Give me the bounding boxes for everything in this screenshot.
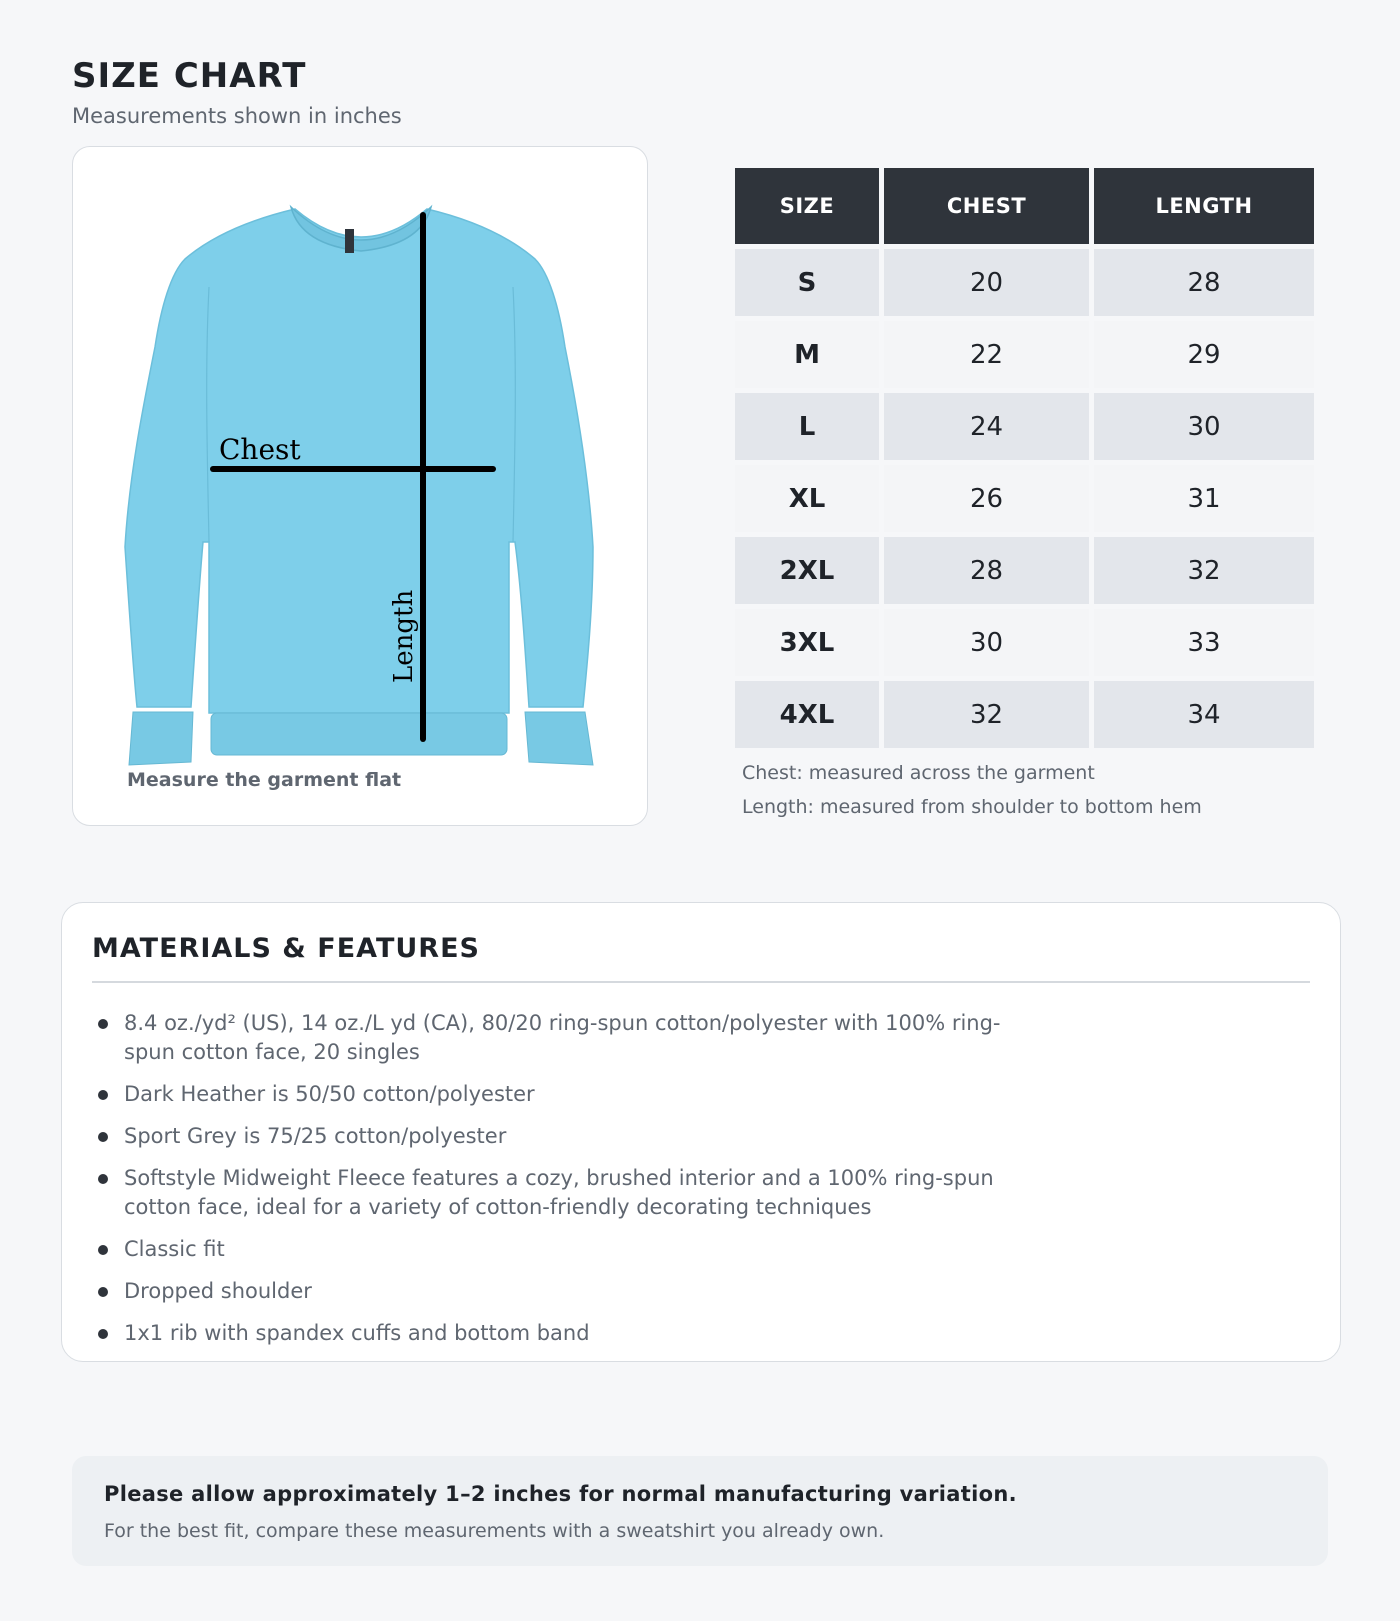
- chest-cell: 32: [884, 681, 1089, 748]
- table-row: [735, 393, 1314, 460]
- bullet-icon: [98, 1287, 108, 1297]
- size-cell: L: [735, 393, 879, 460]
- length-note: Length: measured from shoulder to bottom hem: [742, 796, 1202, 818]
- size-cell: 2XL: [735, 537, 879, 604]
- table-row: [735, 681, 1314, 748]
- features-list: [92, 1009, 1012, 1361]
- garment-illustration-card: [72, 146, 648, 826]
- feature-text: Sport Grey is 75/25 cotton/polyester: [124, 1124, 507, 1148]
- list-item: [92, 1122, 1012, 1151]
- table-row: [735, 321, 1314, 388]
- list-item: [92, 1164, 1012, 1222]
- list-item: [92, 1009, 1012, 1067]
- column-header-length: LENGTH: [1094, 168, 1314, 244]
- feature-text: 1x1 rib with spandex cuffs and bottom band: [124, 1321, 590, 1345]
- left-cuff: [129, 712, 193, 765]
- sweatshirt-body: [125, 209, 593, 713]
- disclaimer-main: Please allow approximately 1–2 inches for normal manufacturing variation.: [104, 1482, 1017, 1506]
- disclaimer-sub: For the best fit, compare these measurements with a sweatshirt you already own.: [104, 1520, 885, 1542]
- bullet-icon: [98, 1132, 108, 1142]
- chest-cell: 20: [884, 249, 1089, 316]
- bullet-icon: [98, 1090, 108, 1100]
- length-cell: 33: [1094, 609, 1314, 676]
- right-cuff: [525, 712, 593, 765]
- sweatshirt-illustration: [73, 147, 649, 827]
- table-row: [735, 609, 1314, 676]
- waistband: [211, 713, 507, 755]
- table-row: [735, 465, 1314, 532]
- chest-cell: 30: [884, 609, 1089, 676]
- column-header-size: SIZE: [735, 168, 879, 244]
- feature-text: 8.4 oz./yd² (US), 14 oz./L yd (CA), 80/20 ring-spun cotton/polyester with 100% ring-spun cotton face, 20 singles: [124, 1011, 1001, 1064]
- feature-text: Dropped shoulder: [124, 1279, 312, 1303]
- bullet-icon: [98, 1329, 108, 1339]
- size-cell: XL: [735, 465, 879, 532]
- measurement-notes: [742, 762, 1202, 830]
- size-table: [730, 163, 1319, 753]
- column-header-chest: CHEST: [884, 168, 1089, 244]
- feature-text: Classic fit: [124, 1237, 225, 1261]
- table-row: [735, 537, 1314, 604]
- table-header-row: [735, 168, 1314, 244]
- feature-text: Softstyle Midweight Fleece features a cozy, brushed interior and a 100% ring-spun cotton face, ideal for a variety of cotton-friendly decorating techniques: [124, 1166, 994, 1219]
- chest-cell: 24: [884, 393, 1089, 460]
- size-cell: M: [735, 321, 879, 388]
- chest-cell: 28: [884, 537, 1089, 604]
- fit-disclaimer-box: [72, 1456, 1328, 1566]
- length-cell: 28: [1094, 249, 1314, 316]
- illustration-caption: Measure the garment flat: [127, 769, 402, 791]
- length-cell: 31: [1094, 465, 1314, 532]
- features-divider: [92, 981, 1310, 983]
- list-item: [92, 1080, 1012, 1109]
- length-cell: 34: [1094, 681, 1314, 748]
- list-item: [92, 1277, 1012, 1306]
- table-row: [735, 249, 1314, 316]
- length-cell: 29: [1094, 321, 1314, 388]
- chest-cell: 26: [884, 465, 1089, 532]
- page-title: SIZE CHART: [72, 56, 307, 96]
- neck-label: [345, 229, 354, 253]
- length-cell: 30: [1094, 393, 1314, 460]
- length-label: Length: [389, 589, 419, 683]
- bullet-icon: [98, 1245, 108, 1255]
- bullet-icon: [98, 1174, 108, 1184]
- size-cell: 4XL: [735, 681, 879, 748]
- list-item: [92, 1319, 1012, 1348]
- list-item: [92, 1235, 1012, 1264]
- size-cell: S: [735, 249, 879, 316]
- chest-note: Chest: measured across the garment: [742, 762, 1095, 784]
- chest-label: Chest: [219, 433, 301, 466]
- features-title: MATERIALS & FEATURES: [92, 933, 480, 964]
- page-subtitle: Measurements shown in inches: [72, 104, 402, 128]
- bullet-icon: [98, 1019, 108, 1029]
- length-cell: 32: [1094, 537, 1314, 604]
- chest-cell: 22: [884, 321, 1089, 388]
- features-card: [61, 902, 1341, 1362]
- feature-text: Dark Heather is 50/50 cotton/polyester: [124, 1082, 535, 1106]
- size-cell: 3XL: [735, 609, 879, 676]
